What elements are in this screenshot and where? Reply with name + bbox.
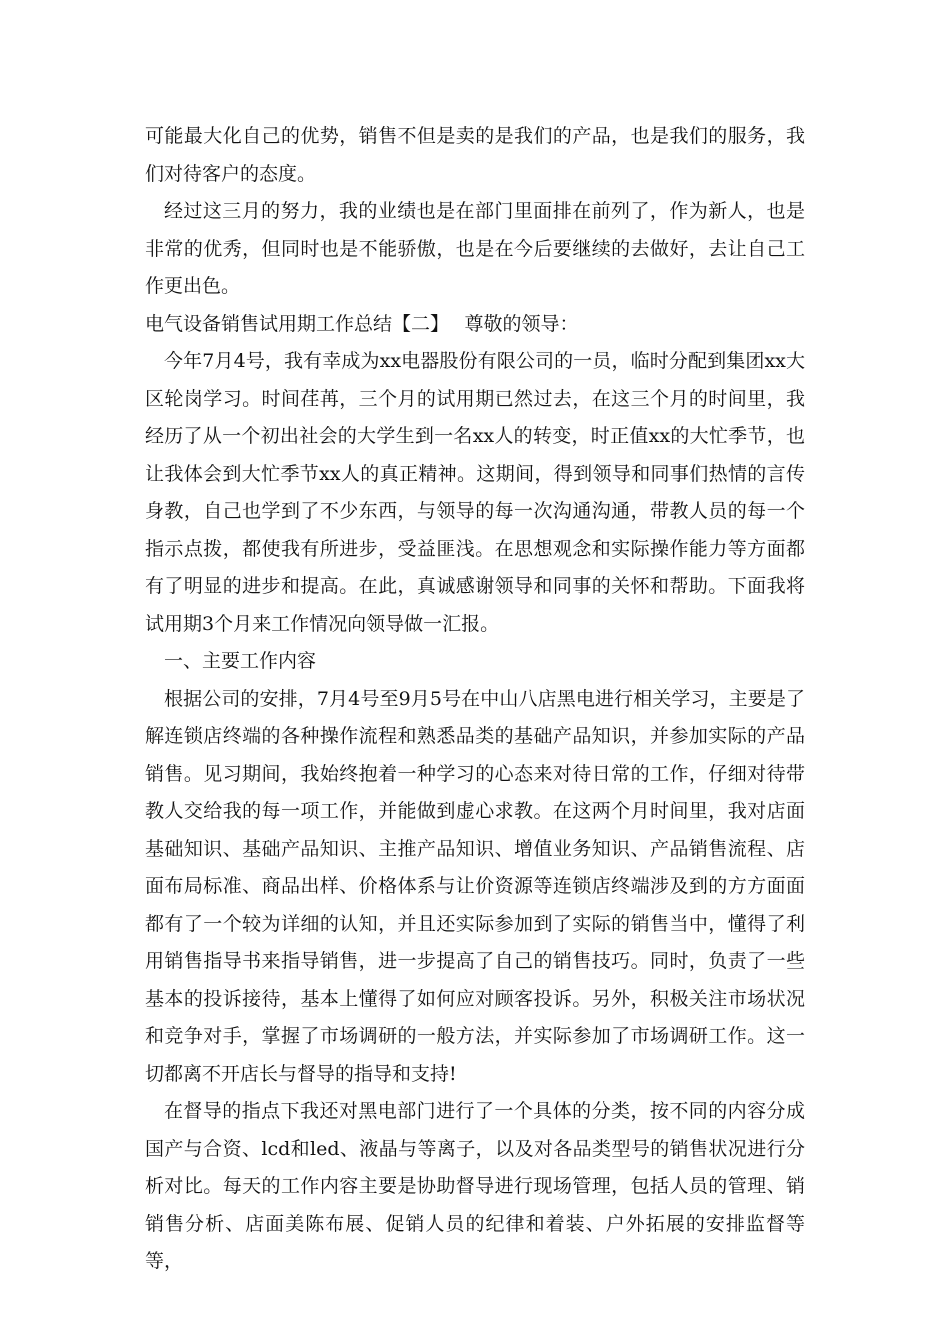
paragraph-4: 根据公司的安排，7月4号至9月5号在中山八店黑电进行相关学习，主要是了解连锁店终端的各种操作流程和熟悉品类的基础产品知识，并参加实际的产品销售。见习期间，我始终抱着一种学习的心态来对待日常的工作，仔细对待带教人交给我的每一项工作，并能做到虚心求教。在这两个月时间里，我对店面基础知识、基础产品知识、主推产品知识、增值业务知识、产品销售流程、店面布局标准、商品出样、价格体系与让价资源等连锁店终端涉及到的方方面面都有了一个较为详细的认知，并且还实际参加到了实际的销售当中，懂得了利用销售指导书来指导销售，进一步提高了自己的销售技巧。同时，负责了一些基本的投诉接待，基本上懂得了如何应对顾客投诉。另外，积极关注市场状况和竞争对手，掌握了市场调研的一般方法，并实际参加了市场调研工作。这一切都离不开店长与督导的指导和支持! <box>145 687 805 1085</box>
section-heading: 电气设备销售试用期工作总结【二】 尊敬的领导： <box>145 312 579 335</box>
subheading-main-work: 一、主要工作内容 <box>164 650 317 672</box>
paragraph-2: 经过这三月的努力，我的业绩也是在部门里面排在前列了，作为新人，也是非常的优秀，但同时也是不能骄傲，也是在今后要继续的去做好，去让自己工作更出色。 <box>145 200 805 297</box>
paragraph-1: 可能最大化自己的优势，销售不但是卖的是我们的产品，也是我们的服务，我们对待客户的态度。 <box>145 125 805 185</box>
paragraph-5: 在督导的指点下我还对黑电部门进行了一个具体的分类，按不同的内容分成国产与合资、lcd和led、液晶与等离子，以及对各品类型号的销售状况进行分析对比。每天的工作内容主要是协助督导进行现场管理，包括人员的管理、销销售分析、店面美陈布展、促销人员的纪律和着装、户外拓展的安排监督等等， <box>145 1100 805 1272</box>
document-body <box>145 118 805 1281</box>
paragraph-3: 今年7月4号，我有幸成为xx电器股份有限公司的一员，临时分配到集团xx大区轮岗学习。时间荏苒，三个月的试用期已然过去，在这三个月的时间里，我经历了从一个初出社会的大学生到一名xx人的转变，时正值xx的大忙季节，也让我体会到大忙季节xx人的真正精神。这期间，得到领导和同事们热情的言传身教，自己也学到了不少东西，与领导的每一次沟通沟通，带教人员的每一个指示点拨，都使我有所进步，受益匪浅。在思想观念和实际操作能力等方面都有了明显的进步和提高。在此，真诚感谢领导和同事的关怀和帮助。下面我将试用期3个月来工作情况向领导做一汇报。 <box>145 350 805 635</box>
